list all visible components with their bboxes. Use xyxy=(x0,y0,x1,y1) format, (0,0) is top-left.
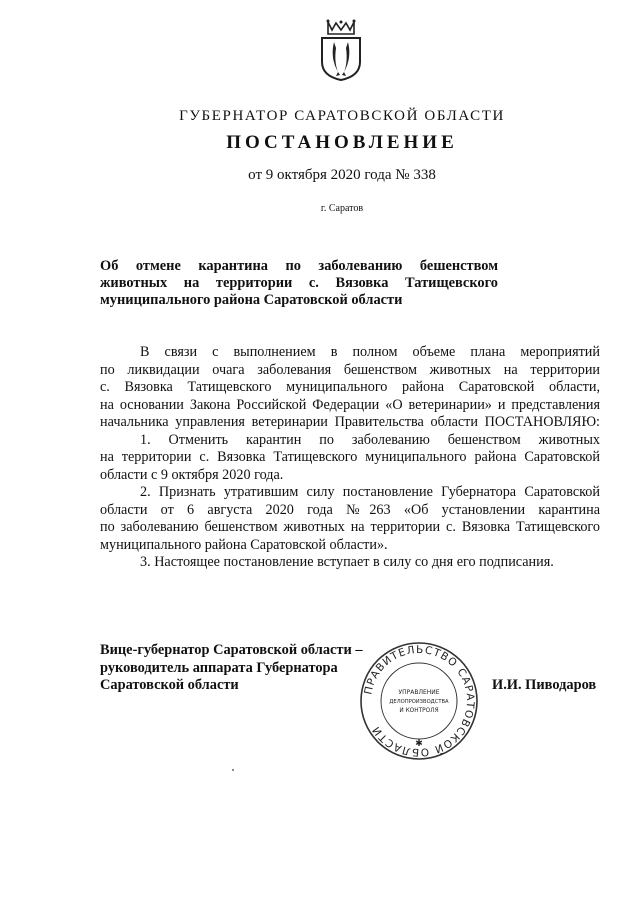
signatory-title-line: руководитель аппарата Губернатора xyxy=(100,659,338,676)
stamp-outer-text: ПРАВИТЕЛЬСТВО САРАТОВСКОЙ ОБЛАСТИ xyxy=(362,643,477,759)
document-city: г. Саратов xyxy=(320,203,364,214)
item-2-paragraph xyxy=(100,484,600,554)
body-line: по заболеванию бешенством животных на территории с. Вязовка Татищевского xyxy=(100,519,600,535)
subject-line: муниципального района Саратовской области xyxy=(100,292,403,308)
saratov-coat-of-arms-icon xyxy=(318,18,364,82)
stamp-inner-line: И КОНТРОЛЯ xyxy=(399,708,439,714)
subject-line: Об отмене карантина по заболеванию бешенством xyxy=(100,258,498,274)
body-line: муниципального района Саратовской области». xyxy=(100,536,388,553)
body-line: на основании Закона Российской Федерации «О ветеринарии» и представления xyxy=(100,396,600,413)
subject-line: животных на территории с. Вязовка Татищевского xyxy=(100,275,498,291)
preamble-paragraph xyxy=(100,344,600,432)
signatory-title xyxy=(100,642,363,695)
signatory-title-line: Вице-губернатор Саратовской области – xyxy=(100,642,363,658)
document-type: ПОСТАНОВЛЕНИЕ xyxy=(226,132,458,153)
body-line: 2. Признать утратившим силу постановление Губернатора Саратовской xyxy=(140,484,600,500)
stamp-inner-line: УПРАВЛЕНИЕ xyxy=(398,689,440,696)
body-line: области от 6 августа 2020 года №263 «Об установлении карантина xyxy=(100,501,600,518)
authority-title: ГУБЕРНАТОР САРАТОВСКОЙ ОБЛАСТИ xyxy=(179,108,505,124)
body-line: области с 9 октября 2020 года. xyxy=(100,466,284,483)
body-line: 3. Настоящее постановление вступает в силу со дня его подписания. xyxy=(140,554,554,570)
body-line: 1. Отменить карантин по заболеванию бешенством животных xyxy=(140,431,600,448)
stamp-star-icon: ✱ xyxy=(415,739,423,749)
document-body xyxy=(100,344,600,572)
body-line: по ликвидации очага заболевания бешенством животных на территории xyxy=(100,361,600,378)
official-round-stamp xyxy=(358,640,480,762)
item-3-paragraph xyxy=(100,554,600,572)
item-1-paragraph xyxy=(100,432,600,485)
scan-speck xyxy=(232,769,234,771)
signatory-name: И.И. Пиводаров xyxy=(492,677,597,693)
document-date-number: от 9 октября 2020 года № 338 xyxy=(248,167,436,183)
body-line: начальника управления ветеринарии Правительства области ПОСТАНОВЛЯЮ: xyxy=(100,414,600,430)
stamp-inner-line: ДЕЛОПРОИЗВОДСТВА xyxy=(389,699,449,705)
body-line: на территории с. Вязовка Татищевского муниципального района Саратовской xyxy=(100,449,600,465)
document-subject xyxy=(100,258,498,309)
body-line: с. Вязовка Татищевского муниципального района Саратовской области, xyxy=(100,379,600,395)
body-line: В связи с выполнением в полном объеме плана мероприятий xyxy=(140,344,600,360)
signatory-title-line: Саратовской области xyxy=(100,677,239,693)
